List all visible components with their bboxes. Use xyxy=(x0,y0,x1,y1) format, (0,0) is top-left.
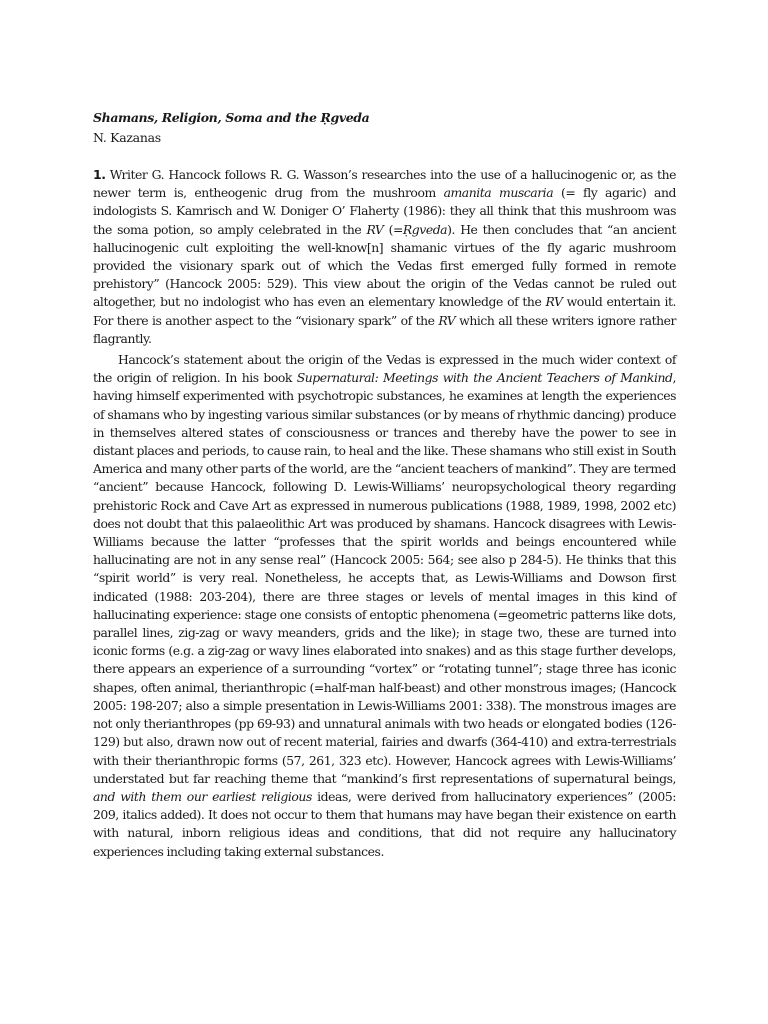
italic-run: and with them our earliest religious xyxy=(93,788,312,804)
text-run: which all these writers ignore rather flagrantly. xyxy=(93,312,676,346)
text-run: (= fly agaric) and indologists S. Kamrisch and W. Doniger O’ Flaherty (1986): they all think that this mushroom was the soma potion, so amply celebrated in the xyxy=(93,185,677,237)
text-run: , having himself experimented with psychotropic substances, he examines at length the experiences of shamans who by ingesting various similar substances (or by means of rhythmic dancing) produce in themselves altered states of consciousness or trances and thereby have the power to see in distant places and periods, to cause rain, to heal and the like. These shamans who still exist in South America and many other parts of the world, are the “ancient teachers of mankind”. They are termed “ancient” because Hancock, following D. Lewis-Williams’ neuropsychological theory regarding prehistoric Rock and Cave Art as expressed in numerous publications (1988, 1989, 1998, 2002 etc) does not doubt that this palaeolithic Art was produced by shamans. Hancock disagrees with Lewis-Williams because the latter “professes that the spirit worlds and beings encountered while hallucinating are not in any sense real” (Hancock 2005: 564; see also p 284-5). He thinks that this “spirit world” is very real. Nonetheless, he accepts that, as Lewis-Williams and Dowson first indicated (1988: 203-204), there are three stages or levels of mental images in this kind of hallucinating experience: stage one consists of entoptic phenomena (=geometric patterns like dots, parallel lines, zig-zag or wavy meanders, grids and the like); in stage two, these are turned into iconic forms (e.g. a zig-zag or wavy lines elaborated into snakes) and as this stage further develops, there appears an experience of a surrounding “vortex” or “rotating tunnel”; stage three has iconic shapes, often animal, therianthropic (=half-man half-beast) and other monstrous images; (Hancock 2005: 198-207; also a simple presentation in Lewis-Williams 2001: 338). The monstrous images are not only therianthropes (pp 69-93) and unnatural animals with two heads or elongated bodies (126-129) but also, drawn now out of recent material, fairies and dwarfs (364-410) and extra-terrestrials with their therianthropic forms (57, 261, 323 etc). However, Hancock agrees with Lewis-Williams’ understated but far reaching theme that “mankind’s first representations of supernatural beings, xyxy=(93,370,677,786)
italic-run: RV xyxy=(545,294,563,310)
document-page xyxy=(93,108,676,861)
author-name: N. Kazanas xyxy=(93,130,161,145)
italic-run: amanita muscaria xyxy=(443,185,554,201)
document-title: Shamans, Religion, Soma and the Ṛgveda xyxy=(93,110,370,125)
text-run: ideas, were derived from hallucinatory experiences” (2005: 209, italics added). It does not occur to them that humans may have began their existence on earth with natural, inborn religious ideas and conditions, that did not require any hallucinatory experiences including taking external substances. xyxy=(93,788,676,859)
section-number: 1. xyxy=(93,167,106,182)
text-run: would entertain it. For there is another aspect to the “visionary spark” of the xyxy=(93,294,677,328)
italic-run: RV xyxy=(366,221,384,237)
italic-run: Ṛgveda xyxy=(402,221,448,237)
italic-run: Supernatural: Meetings with the Ancient Teachers of Mankind xyxy=(296,370,673,386)
italic-run: RV xyxy=(438,312,456,328)
text-run: Writer G. Hancock follows R. G. Wasson’s researches into the use of a hallucinogenic or, as the newer term is, entheogenic drug from the mushroom xyxy=(93,167,676,201)
text-run: ). He then concludes that “an ancient hallucinogenic cult exploiting the well-know[n] shamanic virtues of the fly agaric mushroom provided the visionary spark out of which the Vedas first emerged fully formed in remote prehistory” (Hancock 2005: 529). This view about the origin of the Vedas cannot be ruled out altogether, but no indologist who has even an elementary knowledge of the xyxy=(93,221,676,310)
text-run: Hancock’s statement about the origin of the Vedas is expressed in the much wider context of the origin of religion. In his book xyxy=(93,352,676,386)
paragraph-1 xyxy=(93,166,676,348)
text-run: (= xyxy=(383,221,403,237)
paragraph-2 xyxy=(93,351,676,861)
